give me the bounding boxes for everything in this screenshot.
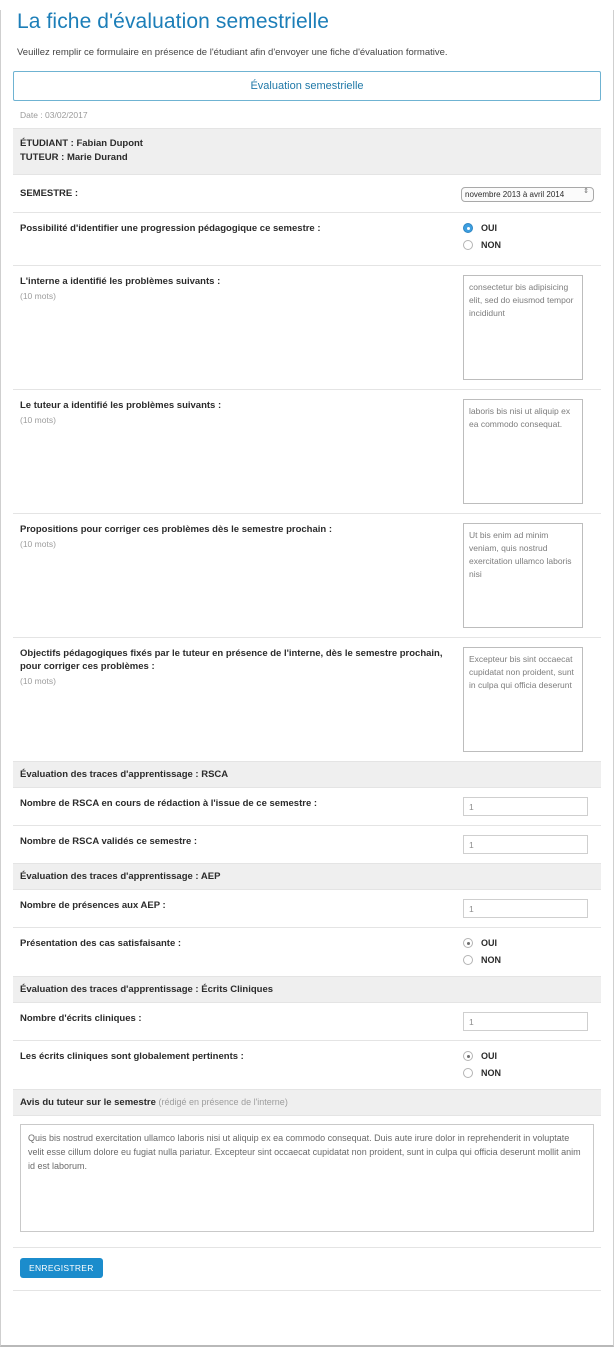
form-date: Date : 03/02/2017 [13,101,601,129]
label-col [20,647,458,686]
radio-label: OUI [481,938,498,948]
progression-label: Possibilité d'identifier une progression pédagogique ce semestre : [20,223,321,234]
ecrits-row-nombre [13,1003,601,1041]
radio-selected-icon [463,1051,473,1061]
question-label: Le tuteur a identifié les problèmes suivants : [20,400,222,411]
ecrits-row-pertinents [13,1041,601,1090]
aep-radio-non[interactable] [463,955,501,965]
field-col [458,275,594,380]
rsca-row-valides [13,826,601,864]
progression-row [13,213,601,266]
ecrits-radio-non[interactable] [463,1068,501,1078]
ecrits-radio-group [463,1050,501,1078]
rsca-valides-input[interactable] [463,835,588,854]
evaluation-form-page [0,10,614,1347]
semestre-label: SEMESTRE : [20,187,79,199]
question-row-propositions [13,514,601,638]
objectifs-textarea[interactable] [463,647,583,752]
progression-radio-non[interactable] [463,240,501,250]
question-label: Nombre d'écrits cliniques : [20,1013,142,1024]
interne-problems-textarea[interactable] [463,275,583,380]
student-name: ÉTUDIANT : Fabian Dupont [20,138,143,149]
label-col [20,899,458,912]
section-header-ecrits: Évaluation des traces d'apprentissage : Écrits Cliniques [13,977,601,1003]
field-col [458,1012,594,1031]
tutor-name: TUTEUR : Marie Durand [20,152,128,163]
question-row-objectifs [13,638,601,762]
question-label: Propositions pour corriger ces problèmes dès le semestre prochain : [20,524,333,535]
avis-body [13,1116,601,1248]
question-label: L'interne a identifié les problèmes suivants : [20,276,221,287]
field-col [458,835,594,854]
field-col [458,1050,594,1078]
semestre-select[interactable] [461,187,594,202]
label-col [20,275,458,301]
avis-subtitle: (rédigé en présence de l'interne) [158,1097,288,1107]
section-header-avis [13,1090,601,1116]
field-col [458,899,594,918]
progression-label-col [20,222,458,235]
question-hint: (10 mots) [20,539,56,549]
aep-radio-oui[interactable] [463,938,501,948]
identity-band [13,129,601,175]
page-title: La fiche d'évaluation semestrielle [17,10,330,33]
tab-label: Évaluation semestrielle [250,80,364,92]
avis-title: Avis du tuteur sur le semestre [20,1097,156,1108]
label-col [20,1050,458,1063]
radio-unselected-icon [463,240,473,250]
label-col [20,797,458,810]
avis-tuteur-textarea[interactable] [20,1124,594,1232]
rsca-row-redaction [13,788,601,826]
aep-row-presences [13,890,601,928]
aep-row-presentation [13,928,601,977]
label-col [20,399,458,425]
question-label: Présentation des cas satisfaisante : [20,938,182,949]
field-col [458,937,594,965]
tuteur-problems-textarea[interactable] [463,399,583,504]
label-col [20,937,458,950]
radio-label: OUI [481,1051,498,1061]
field-col [458,523,594,628]
progression-field-col [458,222,594,250]
tab-evaluation-semestrielle[interactable] [13,71,601,101]
form-intro-text: Veuillez remplir ce formulaire en présence de l'étudiant afin d'envoyer une fiche d'évaluation formative. [17,47,448,58]
propositions-textarea[interactable] [463,523,583,628]
save-button[interactable]: ENREGISTRER [20,1258,103,1278]
question-label: Objectifs pédagogiques fixés par le tuteur en présence de l'interne, dès le semestre prochain, pour corriger ces problèmes : [20,648,443,672]
label-col [20,835,458,848]
footer-row [13,1248,601,1291]
aep-presences-input[interactable] [463,899,588,918]
section-header-rsca: Évaluation des traces d'apprentissage : RSCA [13,762,601,788]
radio-unselected-icon [463,1068,473,1078]
label-col [20,1012,458,1025]
field-col [458,399,594,504]
question-hint: (10 mots) [20,415,56,425]
field-col [458,647,594,752]
section-header-aep: Évaluation des traces d'apprentissage : AEP [13,864,601,890]
radio-label: NON [481,955,501,965]
radio-label: NON [481,1068,501,1078]
question-label: Les écrits cliniques sont globalement pertinents : [20,1051,244,1062]
radio-selected-icon [463,223,473,233]
rsca-redaction-input[interactable] [463,797,588,816]
question-row-interne [13,266,601,390]
question-label: Nombre de RSCA validés ce semestre : [20,836,198,847]
chevron-updown-icon: ⇕ [583,188,589,195]
radio-selected-icon [463,938,473,948]
label-col [20,523,458,549]
radio-unselected-icon [463,955,473,965]
progression-radio-group [463,222,501,250]
progression-radio-oui[interactable] [463,223,501,233]
semestre-row [13,175,601,213]
question-hint: (10 mots) [20,291,56,301]
field-col [458,797,594,816]
radio-label: NON [481,240,501,250]
question-hint: (10 mots) [20,676,56,686]
aep-radio-group [463,937,501,965]
radio-label: OUI [481,223,498,233]
question-row-tuteur [13,390,601,514]
question-label: Nombre de RSCA en cours de rédaction à l'issue de ce semestre : [20,798,318,809]
ecrits-radio-oui[interactable] [463,1051,501,1061]
question-label: Nombre de présences aux AEP : [20,900,166,911]
semestre-select-wrap [461,184,594,202]
ecrits-nombre-input[interactable] [463,1012,588,1031]
